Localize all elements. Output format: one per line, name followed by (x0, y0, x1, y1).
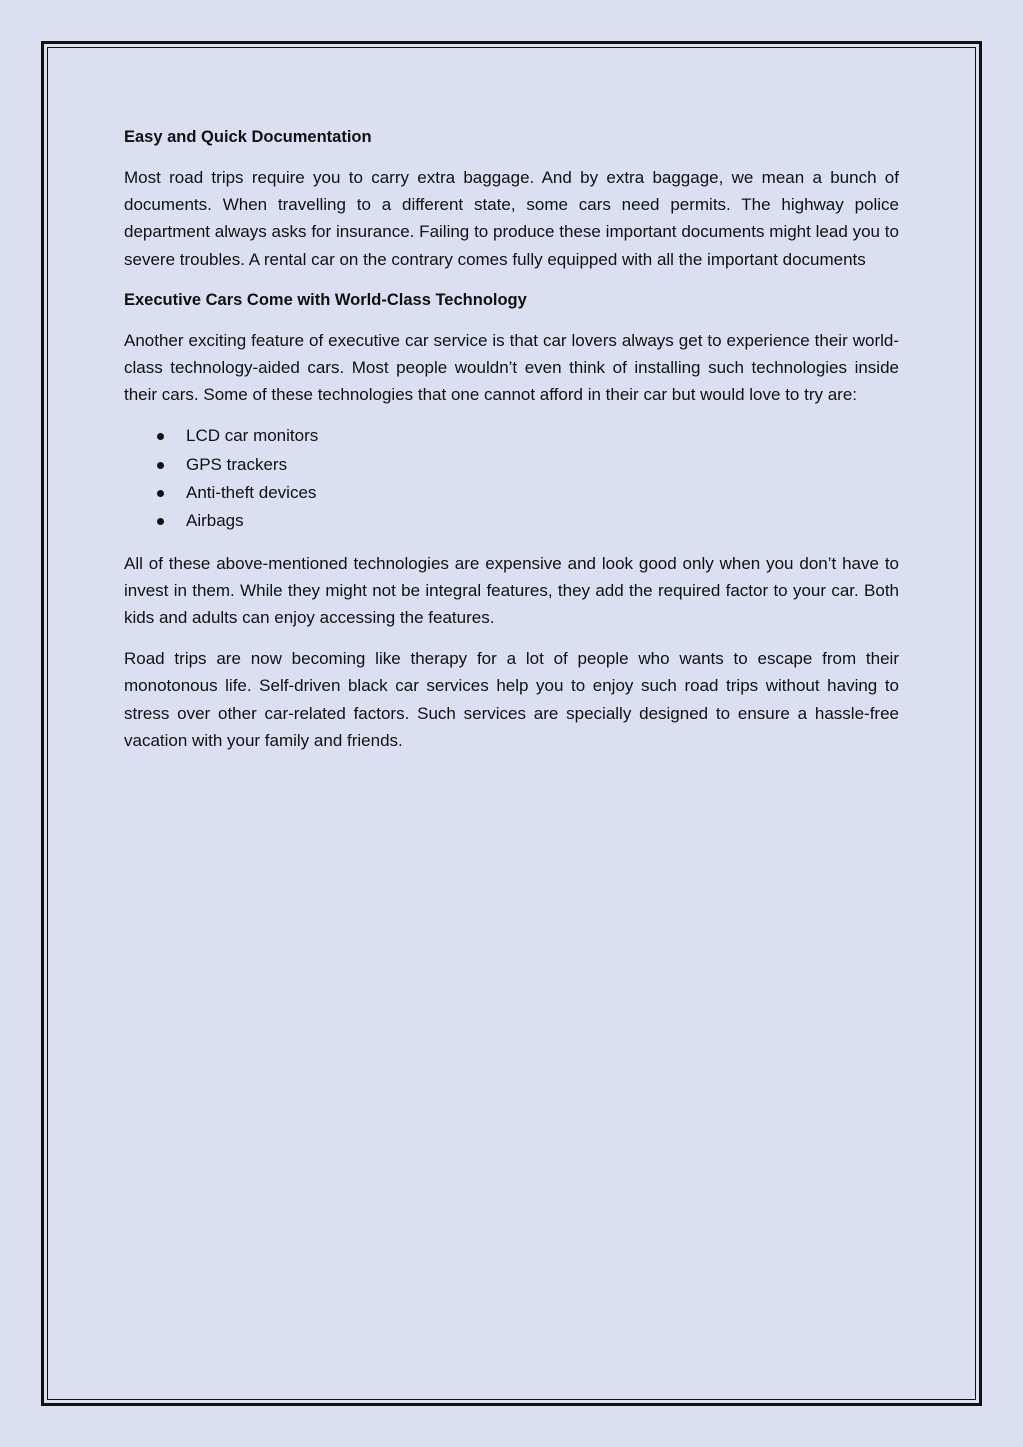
bullet-icon (157, 433, 164, 440)
closing-paragraph-road-trips: Road trips are now becoming like therapy for a lot of people who wants to escape from their monotonous life. Self-driven black car services help you to enjoy such road trips without having to stress over other car-related factors. Such services are specially designed to ensure a hassle-free vacation with your family and friends. (124, 649, 899, 750)
technology-list (124, 422, 899, 535)
bullet-icon (157, 462, 164, 469)
list-item (124, 451, 899, 479)
list-item-label: Anti-theft devices (186, 483, 317, 503)
section-heading-documentation: Easy and Quick Documentation (124, 128, 372, 146)
section-paragraph-documentation: Most road trips require you to carry extra baggage. And by extra baggage, we mean a bunch of documents. When travelling to a different state, some cars need permits. The highway police department always asks for insurance. Failing to produce these important documents might lead you to severe troubles. A rental car on the contrary comes fully equipped with all the important documents (124, 168, 899, 269)
list-item-label: Airbags (186, 511, 244, 531)
closing-paragraph-features: All of these above-mentioned technologies are expensive and look good only when you don’t have to invest in them. While they might not be integral features, they add the required factor to your car. Both kids and adults can enjoy accessing the features. (124, 553, 899, 628)
section-paragraph-technology: Another exciting feature of executive car service is that car lovers always get to experience their world-class technology-aided cars. Most people wouldn’t even think of installing such technologies inside their cars. Some of these technologies that one cannot afford in their car but would love to try are: (124, 330, 899, 405)
document-body (124, 124, 899, 754)
list-item (124, 479, 899, 507)
list-item (124, 422, 899, 450)
bullet-icon (157, 490, 164, 497)
list-item-label: GPS trackers (186, 454, 288, 474)
section-heading-technology: Executive Cars Come with World-Class Technology (124, 290, 527, 309)
bullet-icon (157, 518, 164, 525)
list-item (124, 507, 899, 535)
list-item-label: LCD car monitors (186, 426, 319, 446)
